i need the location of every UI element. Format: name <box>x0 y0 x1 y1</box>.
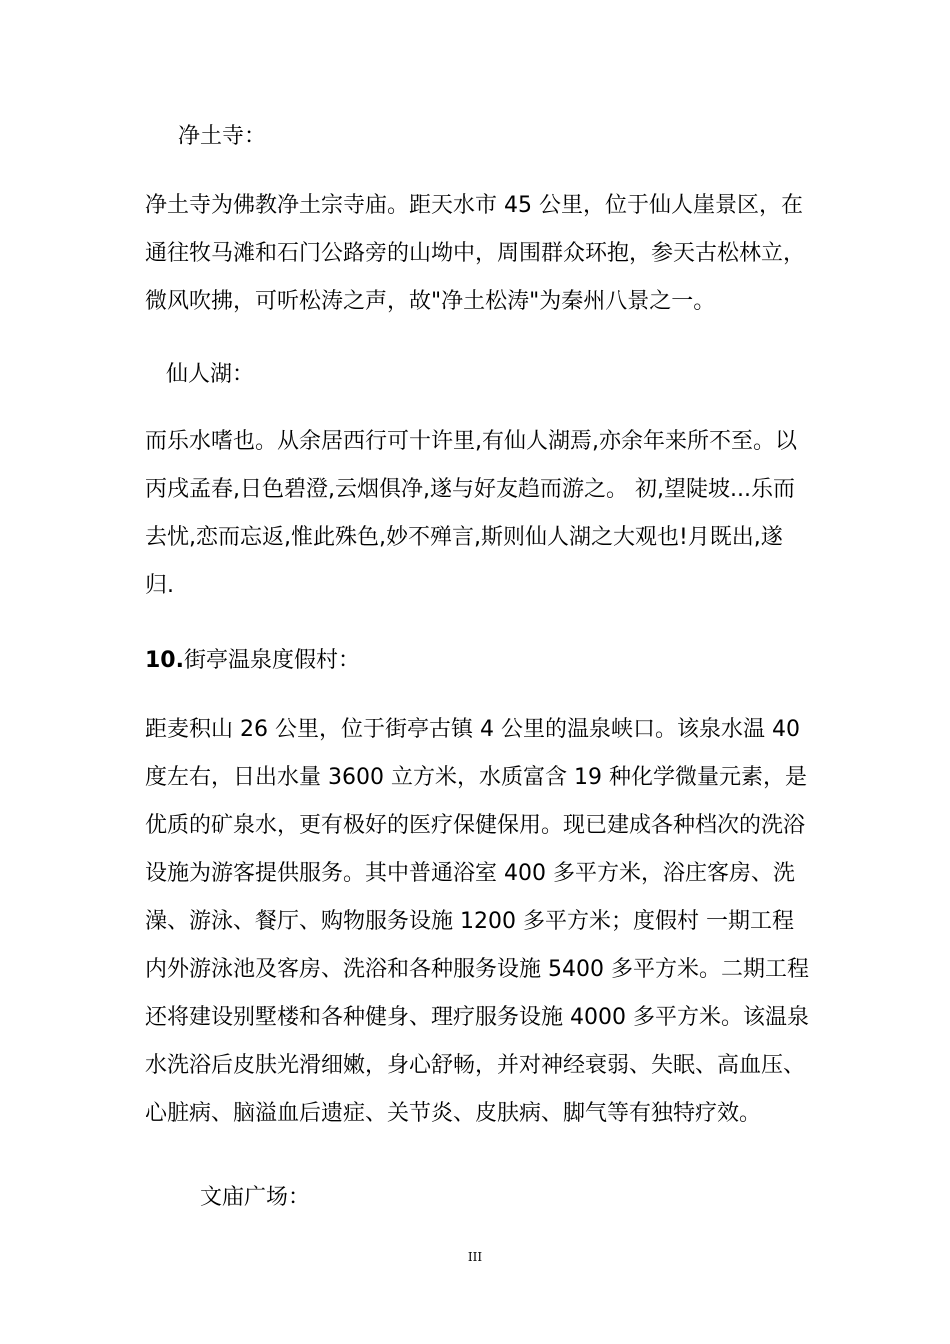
paragraph-jingtu-temple <box>145 182 815 326</box>
section-number: 10. <box>145 648 184 673</box>
section-heading-confucius-temple-square: 文庙广场： <box>200 1185 311 1210</box>
paragraph-line: 心脏病、脑溢血后遗症、关节炎、皮肤病、脚气等有独特疗效。 <box>145 1101 762 1126</box>
paragraph-line: 澡、游泳、餐厅、购物服务设施 1200 多平方米；度假村 一期工程 <box>145 909 794 934</box>
paragraph-line: 通往牧马滩和石门公路旁的山坳中，周围群众环抱，参天古松林立， <box>145 241 806 266</box>
paragraph-line: 内外游泳池及客房、洗浴和各种服务设施 5400 多平方米。二期工程 <box>145 957 809 982</box>
section-heading-jieting-hot-spring <box>145 646 360 676</box>
paragraph-line: 去忧,恋而忘返,惟此殊色,妙不殚言,斯则仙人湖之大观也!月既出,遂 <box>145 525 783 550</box>
paragraph-xianren-lake <box>145 418 815 610</box>
paragraph-jieting-hot-spring <box>145 706 815 1138</box>
paragraph-line: 设施为游客提供服务。其中普通浴室 400 多平方米，浴庄客房、洗 <box>145 861 795 886</box>
section-heading-xianren-lake: 仙人湖： <box>166 362 255 387</box>
paragraph-line: 丙戌孟春,日色碧澄,云烟俱净,遂与好友趋而游之。 初,望陡坡...乐而 <box>145 477 795 502</box>
paragraph-line: 微风吹拂，可听松涛之声，故"净土松涛"为秦州八景之一。 <box>145 289 716 314</box>
paragraph-line: 距麦积山 26 公里，位于街亭古镇 4 公里的温泉峡口。该泉水温 40 <box>145 717 800 742</box>
paragraph-line: 优质的矿泉水，更有极好的医疗保健保用。现已建成各种档次的洗浴 <box>145 813 806 838</box>
paragraph-line: 度左右，日出水量 3600 立方米，水质富含 19 种化学微量元素，是 <box>145 765 807 790</box>
paragraph-line: 而乐水嗜也。从余居西行可十许里,有仙人湖焉,亦余年来所不至。以 <box>145 429 797 454</box>
paragraph-line: 归. <box>145 573 174 598</box>
page-number: III <box>467 1250 483 1264</box>
section-heading-jingtu-temple: 净土寺： <box>178 124 267 149</box>
paragraph-line: 净土寺为佛教净土宗寺庙。距天水市 45 公里，位于仙人崖景区，在 <box>145 193 803 218</box>
section-heading-text: 街亭温泉度假村： <box>183 648 360 673</box>
paragraph-line: 水洗浴后皮肤光滑细嫩，身心舒畅，并对神经衰弱、失眠、高血压、 <box>145 1053 806 1078</box>
paragraph-line: 还将建设别墅楼和各种健身、理疗服务设施 4000 多平方米。该温泉 <box>145 1005 809 1030</box>
